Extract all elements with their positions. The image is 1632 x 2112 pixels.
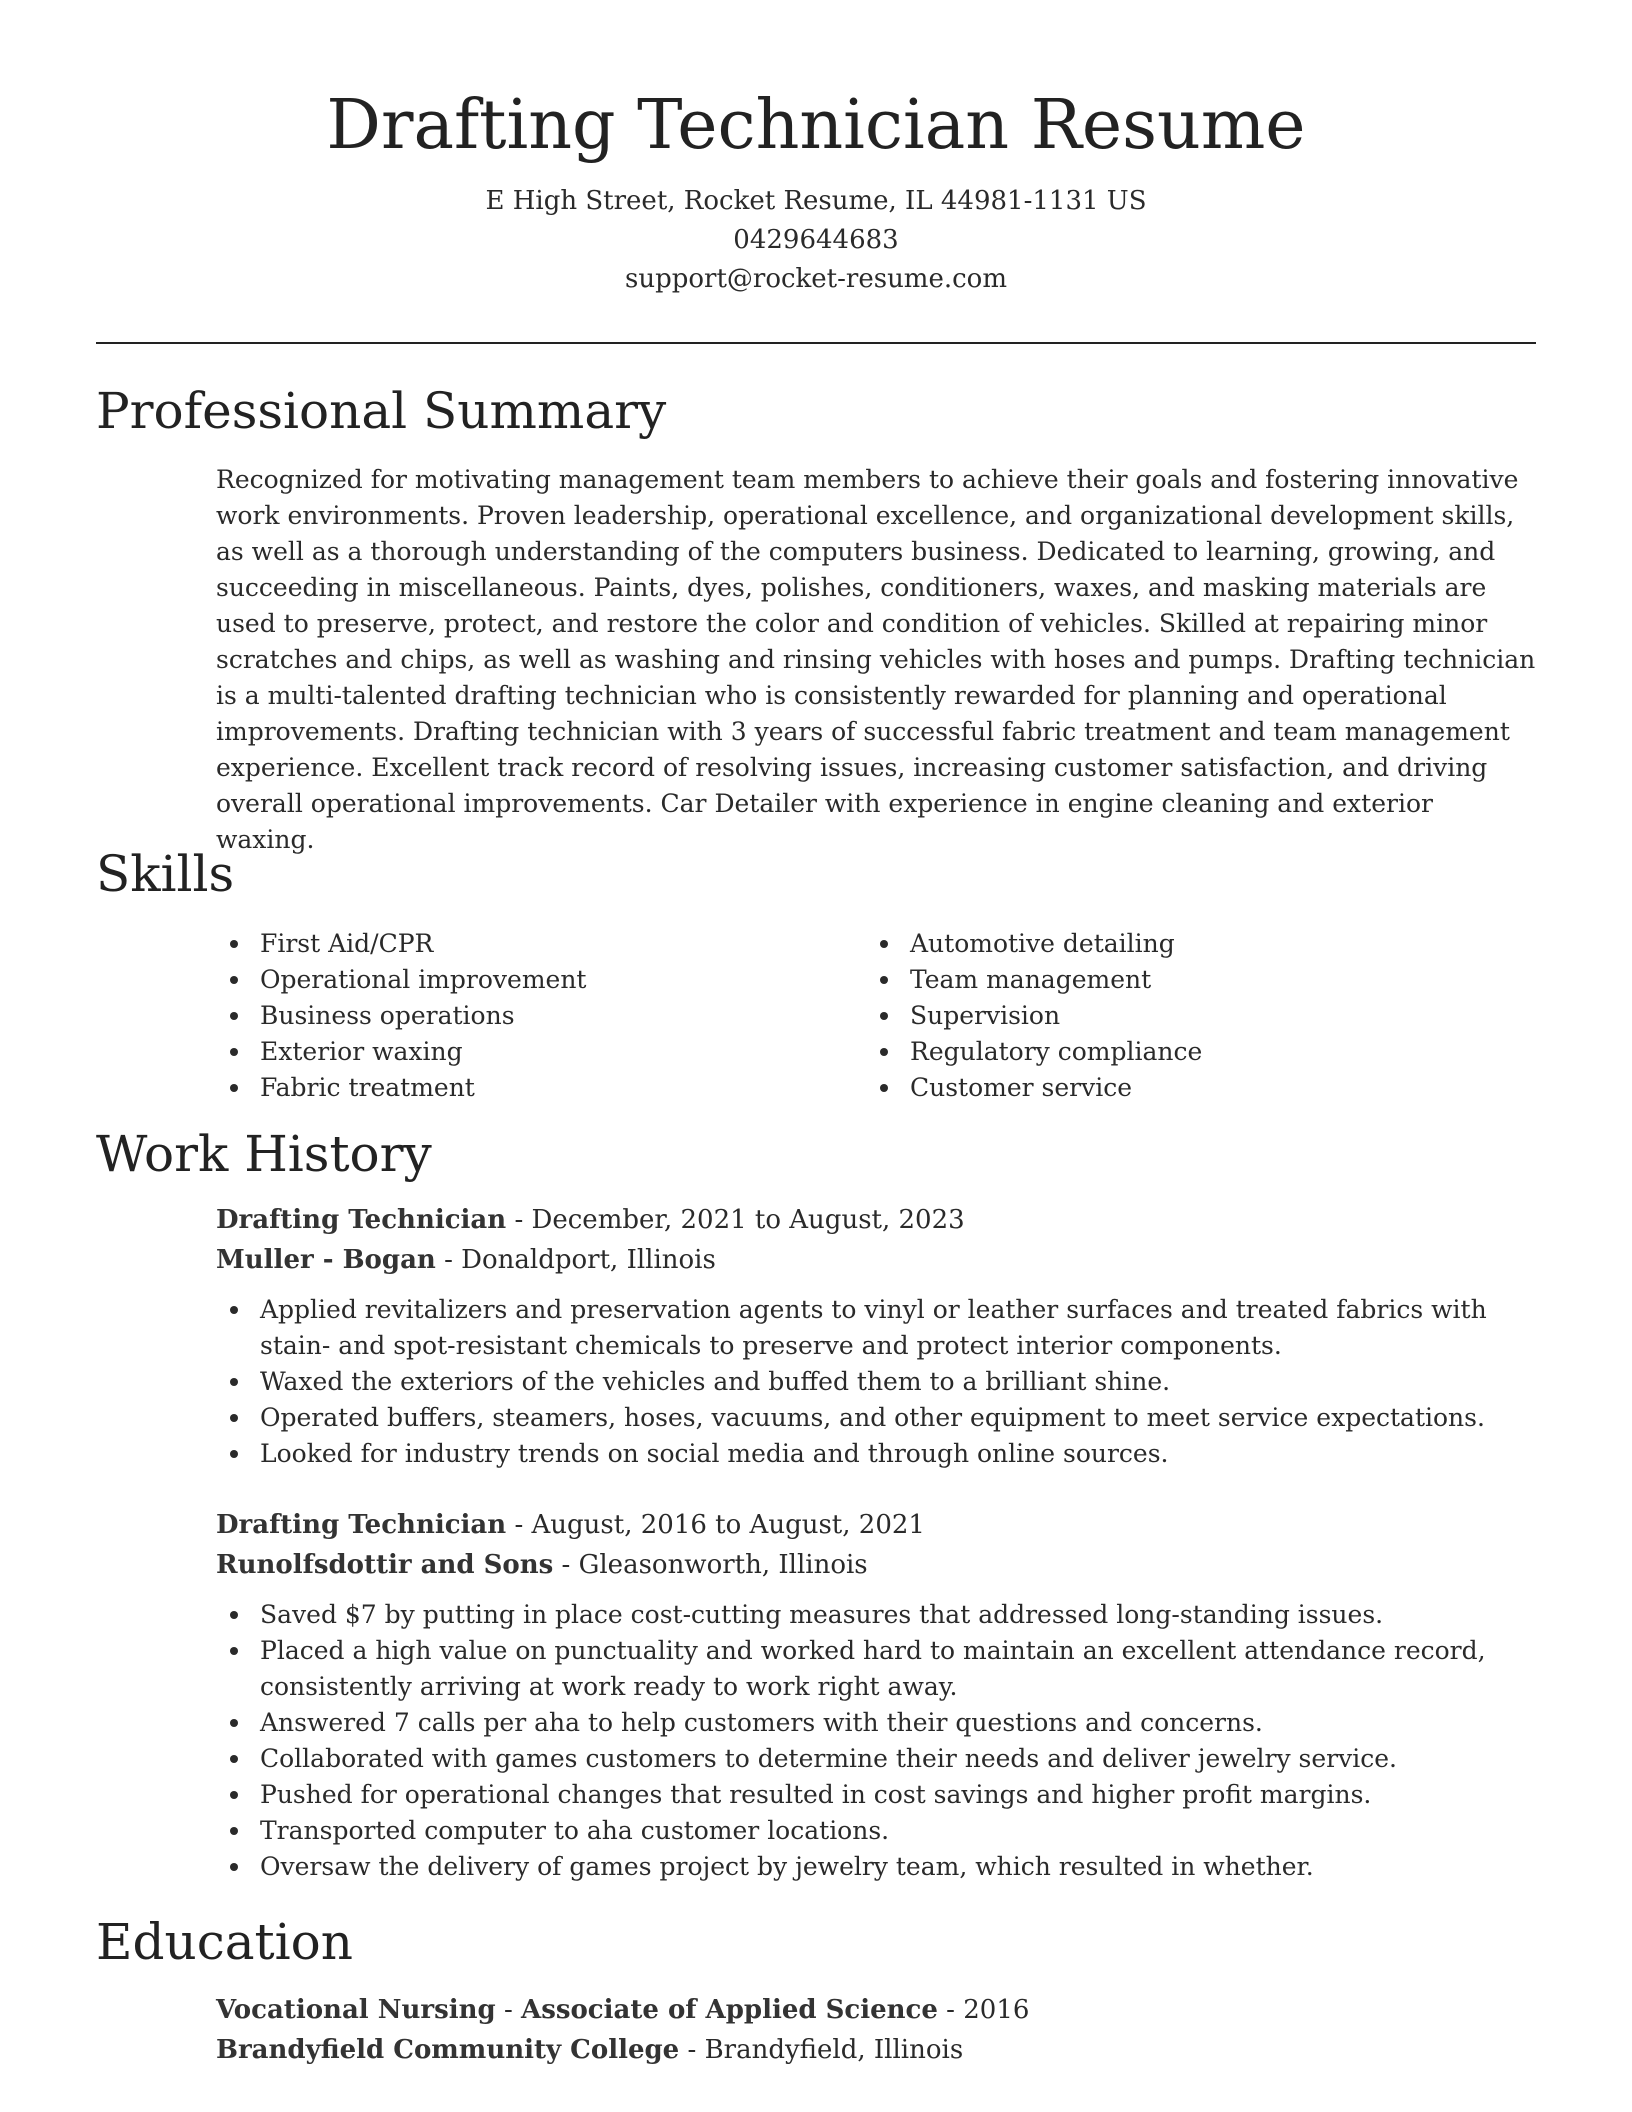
job-company: Runolfsdottir and Sons bbox=[216, 1550, 554, 1580]
job-position: Drafting Technician bbox=[216, 1510, 507, 1540]
education-degree-line: Vocational Nursing - Associate of Applied Science - 2016 bbox=[216, 1995, 1030, 2025]
contact-phone: 0429644683 bbox=[733, 225, 899, 255]
job-location: Gleasonworth, Illinois bbox=[578, 1550, 868, 1580]
education-school: Brandyfield Community College bbox=[216, 2035, 680, 2065]
skill-item: Business operations bbox=[260, 998, 836, 1034]
job-bullet: Pushed for operational changes that resulted in cost savings and higher profit margins. bbox=[260, 1777, 1536, 1813]
contact-block bbox=[0, 182, 1632, 299]
section-title-education: Education bbox=[96, 1913, 353, 1971]
job-bullets bbox=[216, 1292, 1536, 1472]
job-bullet: Waxed the exteriors of the vehicles and buffed them to a brilliant shine. bbox=[260, 1364, 1536, 1400]
job-company-line: Muller - Bogan - Donaldport, Illinois bbox=[216, 1245, 716, 1275]
job-title-line: Drafting Technician - December, 2021 to August, 2023 bbox=[216, 1205, 965, 1235]
section-title-summary: Professional Summary bbox=[96, 382, 667, 440]
header-divider bbox=[96, 342, 1536, 344]
skills-list-left bbox=[216, 926, 836, 1106]
skill-item: Automotive detailing bbox=[910, 926, 1486, 962]
contact-address: E High Street, Rocket Resume, IL 44981-1131 US bbox=[485, 186, 1147, 216]
job-bullet: Collaborated with games customers to determine their needs and deliver jewelry service. bbox=[260, 1741, 1536, 1777]
resume-title: Drafting Technician Resume bbox=[326, 86, 1306, 165]
skills-column-right bbox=[866, 926, 1486, 1106]
section-title-skills: Skills bbox=[96, 845, 235, 903]
skill-item: First Aid/CPR bbox=[260, 926, 836, 962]
contact-email: support@rocket-resume.com bbox=[624, 264, 1007, 294]
skill-item: Fabric treatment bbox=[260, 1070, 836, 1106]
education-year: 2016 bbox=[963, 1995, 1030, 2025]
education-entry bbox=[216, 1990, 1536, 2070]
job-bullet: Placed a high value on punctuality and worked hard to maintain an excellent attendance record, consistently arriving at work ready to work right away. bbox=[260, 1633, 1536, 1705]
skill-item: Regulatory compliance bbox=[910, 1034, 1486, 1070]
resume-header bbox=[0, 80, 1632, 299]
skill-item: Supervision bbox=[910, 998, 1486, 1034]
job-bullet: Oversaw the delivery of games project by jewelry team, which resulted in whether. bbox=[260, 1849, 1536, 1885]
job-bullet: Saved $7 by putting in place cost-cutting measures that addressed long-standing issues. bbox=[260, 1597, 1536, 1633]
skill-item: Operational improvement bbox=[260, 962, 836, 998]
job-dates: August, 2016 to August, 2021 bbox=[531, 1510, 925, 1540]
education-degree: Associate of Applied Science bbox=[521, 1995, 938, 2025]
job-company-line: Runolfsdottir and Sons - Gleasonworth, Illinois bbox=[216, 1550, 868, 1580]
job-bullet: Operated buffers, steamers, hoses, vacuums, and other equipment to meet service expectations. bbox=[260, 1400, 1536, 1436]
skill-item: Customer service bbox=[910, 1070, 1486, 1106]
job-dates: December, 2021 to August, 2023 bbox=[531, 1205, 965, 1235]
job-entry bbox=[216, 1200, 1536, 1472]
skill-item: Exterior waxing bbox=[260, 1034, 836, 1070]
summary-text: Recognized for motivating management team members to achieve their goals and fostering innovative work environments. Proven leadership, operational excellence, and organizational development skills, as well as a thorough understanding of the computers business. Dedicated to learning, growing, and succeeding in miscellaneous. Paints, dyes, polishes, conditioners, waxes, and masking materials are used to preserve, protect, and restore the color and condition of vehicles. Skilled at repairing minor scratches and chips, as well as washing and rinsing vehicles with hoses and pumps. Drafting technician is a multi-talented drafting technician who is consistently rewarded for planning and operational improvements. Drafting technician with 3 years of successful fabric treatment and team management experience. Excellent track record of resolving issues, increasing customer satisfaction, and driving overall operational improvements. Car Detailer with experience in engine cleaning and exterior waxing. bbox=[216, 465, 1536, 854]
skill-item: Team management bbox=[910, 962, 1486, 998]
section-title-work: Work History bbox=[96, 1125, 432, 1183]
job-company: Muller - Bogan bbox=[216, 1245, 436, 1275]
job-bullets bbox=[216, 1597, 1536, 1885]
job-bullet: Looked for industry trends on social media and through online sources. bbox=[260, 1436, 1536, 1472]
education-location: Brandyfield, Illinois bbox=[704, 2035, 964, 2065]
job-bullet: Transported computer to aha customer locations. bbox=[260, 1813, 1536, 1849]
job-bullet: Applied revitalizers and preservation agents to vinyl or leather surfaces and treated fabrics with stain- and spot-resistant chemicals to preserve and protect interior components. bbox=[260, 1292, 1536, 1364]
skills-list-right bbox=[866, 926, 1486, 1106]
job-title-line: Drafting Technician - August, 2016 to August, 2021 bbox=[216, 1510, 925, 1540]
education-school-line: Brandyfield Community College - Brandyfield, Illinois bbox=[216, 2035, 964, 2065]
job-position: Drafting Technician bbox=[216, 1205, 507, 1235]
job-bullet: Answered 7 calls per aha to help customers with their questions and concerns. bbox=[260, 1705, 1536, 1741]
job-location: Donaldport, Illinois bbox=[461, 1245, 716, 1275]
job-entry bbox=[216, 1505, 1536, 1885]
education-program: Vocational Nursing bbox=[216, 1995, 496, 2025]
skills-column-left bbox=[216, 926, 836, 1106]
